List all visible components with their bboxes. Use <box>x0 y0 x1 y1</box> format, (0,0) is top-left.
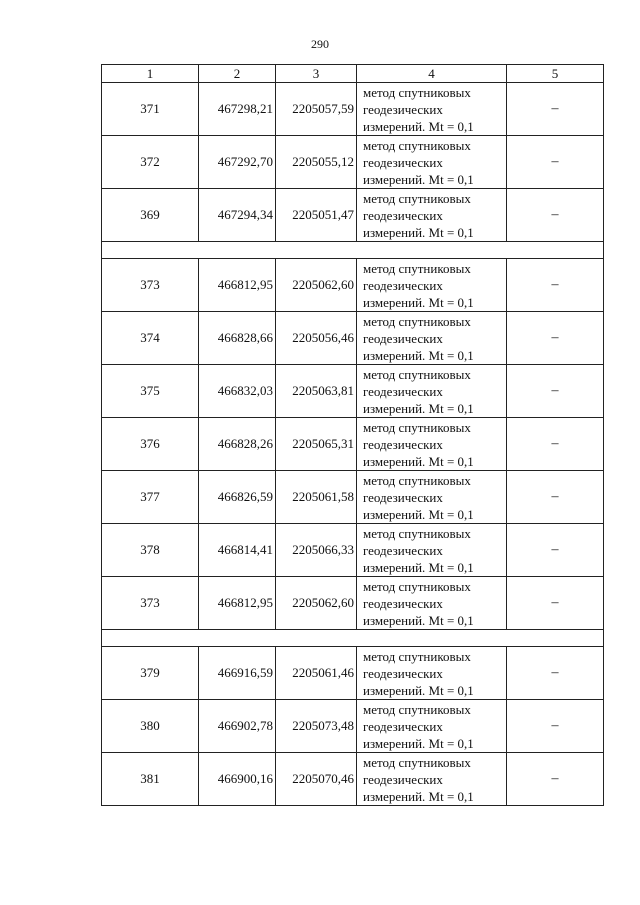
method-line: геодезических <box>363 330 443 346</box>
coord-y: 2205073,48 <box>276 700 357 753</box>
point-number: 372 <box>102 136 199 189</box>
note-cell: – <box>507 83 604 136</box>
point-number: 373 <box>102 259 199 312</box>
method-line: измерений. Mt = 0,1 <box>363 118 474 134</box>
method-line: метод спутниковых <box>363 260 471 276</box>
coord-y: 2205062,60 <box>276 577 357 630</box>
method-line: геодезических <box>363 154 443 170</box>
note-cell: – <box>507 700 604 753</box>
separator-cell <box>102 242 604 259</box>
table-row <box>102 83 604 136</box>
point-number: 377 <box>102 471 199 524</box>
header-col-2: 2 <box>199 65 276 83</box>
table-row <box>102 753 604 806</box>
method-line: измерений. Mt = 0,1 <box>363 682 474 698</box>
method-line: метод спутниковых <box>363 525 471 541</box>
method-cell <box>357 312 507 365</box>
coord-x: 466814,41 <box>199 524 276 577</box>
coordinates-table <box>101 64 604 806</box>
table-row <box>102 700 604 753</box>
coord-x: 466902,78 <box>199 700 276 753</box>
method-line: измерений. Mt = 0,1 <box>363 347 474 363</box>
note-cell: – <box>507 136 604 189</box>
table-row <box>102 259 604 312</box>
point-number: 378 <box>102 524 199 577</box>
header-col-5: 5 <box>507 65 604 83</box>
method-line: метод спутниковых <box>363 366 471 382</box>
method-cell <box>357 418 507 471</box>
table-row <box>102 577 604 630</box>
coord-y: 2205063,81 <box>276 365 357 418</box>
method-line: измерений. Mt = 0,1 <box>363 735 474 751</box>
coord-y: 2205051,47 <box>276 189 357 242</box>
method-cell <box>357 753 507 806</box>
note-cell: – <box>507 189 604 242</box>
method-line: метод спутниковых <box>363 137 471 153</box>
coord-x: 467292,70 <box>199 136 276 189</box>
method-line: измерений. Mt = 0,1 <box>363 612 474 628</box>
coord-x: 466828,66 <box>199 312 276 365</box>
method-line: геодезических <box>363 771 443 787</box>
separator-cell <box>102 630 604 647</box>
point-number: 381 <box>102 753 199 806</box>
point-number: 373 <box>102 577 199 630</box>
table-row <box>102 471 604 524</box>
header-col-3: 3 <box>276 65 357 83</box>
method-line: геодезических <box>363 436 443 452</box>
method-line: метод спутниковых <box>363 313 471 329</box>
method-cell <box>357 524 507 577</box>
coord-y: 2205061,46 <box>276 647 357 700</box>
method-line: геодезических <box>363 277 443 293</box>
coord-x: 467294,34 <box>199 189 276 242</box>
table-row <box>102 647 604 700</box>
note-cell: – <box>507 647 604 700</box>
point-number: 375 <box>102 365 199 418</box>
method-line: измерений. Mt = 0,1 <box>363 559 474 575</box>
coord-x: 466900,16 <box>199 753 276 806</box>
point-number: 371 <box>102 83 199 136</box>
method-cell <box>357 471 507 524</box>
page-number: 290 <box>311 37 329 51</box>
method-line: геодезических <box>363 489 443 505</box>
table-row <box>102 524 604 577</box>
method-line: измерений. Mt = 0,1 <box>363 294 474 310</box>
method-cell <box>357 365 507 418</box>
point-number: 379 <box>102 647 199 700</box>
method-cell <box>357 577 507 630</box>
header-col-1: 1 <box>102 65 199 83</box>
method-cell <box>357 259 507 312</box>
coord-y: 2205062,60 <box>276 259 357 312</box>
coord-x: 466826,59 <box>199 471 276 524</box>
method-line: измерений. Mt = 0,1 <box>363 171 474 187</box>
coord-y: 2205070,46 <box>276 753 357 806</box>
point-number: 374 <box>102 312 199 365</box>
method-line: метод спутниковых <box>363 84 471 100</box>
method-line: измерений. Mt = 0,1 <box>363 224 474 240</box>
method-line: геодезических <box>363 207 443 223</box>
method-cell <box>357 700 507 753</box>
coord-y: 2205055,12 <box>276 136 357 189</box>
note-cell: – <box>507 524 604 577</box>
method-cell <box>357 647 507 700</box>
separator-row <box>102 242 604 259</box>
coord-x: 467298,21 <box>199 83 276 136</box>
method-line: геодезических <box>363 718 443 734</box>
method-cell <box>357 136 507 189</box>
method-cell <box>357 189 507 242</box>
table-row <box>102 312 604 365</box>
coord-y: 2205065,31 <box>276 418 357 471</box>
method-line: измерений. Mt = 0,1 <box>363 506 474 522</box>
method-line: измерений. Mt = 0,1 <box>363 788 474 804</box>
point-number: 376 <box>102 418 199 471</box>
method-line: метод спутниковых <box>363 701 471 717</box>
note-cell: – <box>507 418 604 471</box>
separator-row <box>102 630 604 647</box>
method-line: геодезических <box>363 101 443 117</box>
coord-x: 466832,03 <box>199 365 276 418</box>
method-line: геодезических <box>363 383 443 399</box>
point-number: 369 <box>102 189 199 242</box>
method-line: метод спутниковых <box>363 190 471 206</box>
method-line: геодезических <box>363 665 443 681</box>
method-line: геодезических <box>363 595 443 611</box>
note-cell: – <box>507 312 604 365</box>
note-cell: – <box>507 365 604 418</box>
coord-x: 466828,26 <box>199 418 276 471</box>
table-row <box>102 365 604 418</box>
method-line: метод спутниковых <box>363 578 471 594</box>
coord-x: 466812,95 <box>199 577 276 630</box>
table-header-row <box>102 65 604 83</box>
coord-y: 2205056,46 <box>276 312 357 365</box>
coord-y: 2205061,58 <box>276 471 357 524</box>
note-cell: – <box>507 753 604 806</box>
header-col-4: 4 <box>357 65 507 83</box>
note-cell: – <box>507 259 604 312</box>
method-line: метод спутниковых <box>363 419 471 435</box>
table-row <box>102 136 604 189</box>
method-line: метод спутниковых <box>363 472 471 488</box>
method-cell <box>357 83 507 136</box>
coord-x: 466916,59 <box>199 647 276 700</box>
table-row <box>102 189 604 242</box>
coord-y: 2205066,33 <box>276 524 357 577</box>
point-number: 380 <box>102 700 199 753</box>
method-line: измерений. Mt = 0,1 <box>363 400 474 416</box>
method-line: геодезических <box>363 542 443 558</box>
coord-x: 466812,95 <box>199 259 276 312</box>
method-line: измерений. Mt = 0,1 <box>363 453 474 469</box>
method-line: метод спутниковых <box>363 754 471 770</box>
note-cell: – <box>507 471 604 524</box>
method-line: метод спутниковых <box>363 648 471 664</box>
coord-y: 2205057,59 <box>276 83 357 136</box>
table-row <box>102 418 604 471</box>
note-cell: – <box>507 577 604 630</box>
